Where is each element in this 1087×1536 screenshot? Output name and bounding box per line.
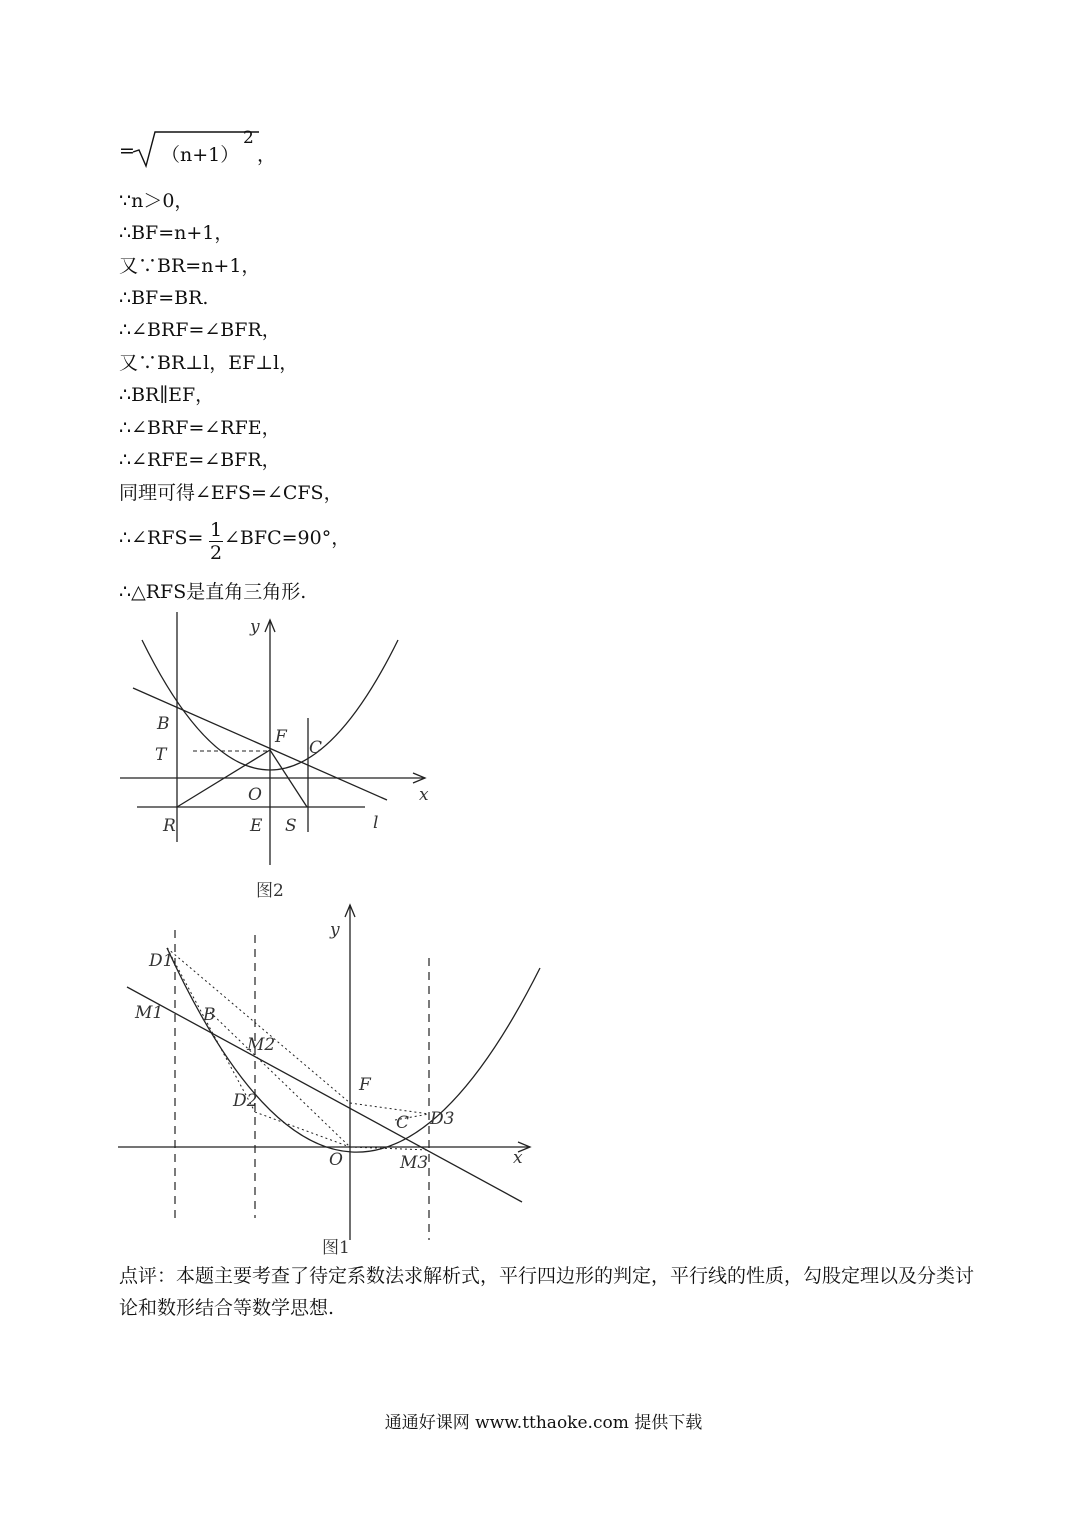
step-line: 同理可得∠EFS=∠CFS，: [119, 482, 343, 504]
conclusion: ∴△RFS是直角三角形.: [119, 581, 307, 603]
figure-1-caption: 图1: [322, 1238, 350, 1258]
label-y: y: [250, 617, 260, 637]
dotted-D2-O: [255, 1112, 350, 1147]
parabola: [167, 948, 540, 1152]
sqrt-suffix: ，: [257, 144, 277, 166]
line-BC: [133, 688, 387, 800]
label-C: C: [309, 738, 323, 758]
footer: 通通好课网 www.tthaoke.com 提供下载: [384, 1413, 703, 1433]
fraction-numerator: 1: [209, 519, 223, 541]
label-F: F: [359, 1075, 371, 1095]
label-D3: D3: [430, 1109, 455, 1129]
label-B: B: [157, 714, 170, 734]
label-F: F: [275, 727, 287, 747]
label-T: T: [155, 745, 167, 765]
dotted-D1-F: [167, 948, 350, 1103]
step-line: ∴BF=BR.: [119, 287, 209, 309]
label-E: E: [250, 816, 263, 836]
label-C: C: [396, 1113, 410, 1133]
step-line: ∴∠BRF=∠BFR，: [119, 319, 281, 341]
fraction-denominator: 2: [209, 542, 223, 564]
exponent: 2: [243, 128, 254, 148]
frac-suffix: ∠BFC=90°，: [224, 527, 351, 549]
comment-paragraph: 点评：本题主要考查了待定系数法求解析式，平行四边形的判定，平行线的性质，勾股定理以及分类讨论和数形结合等数学思想.: [119, 1265, 975, 1319]
label-S: S: [285, 816, 297, 836]
dotted-D1-D2: [167, 948, 258, 1112]
step-line: ∴∠RFE=∠BFR，: [119, 449, 281, 471]
label-M1: M1: [135, 1003, 164, 1023]
step-line: ∴BF=n+1，: [119, 222, 234, 244]
label-R: R: [163, 816, 176, 836]
frac-prefix: ∴∠RFS=: [119, 527, 204, 549]
step-line: ∴BR∥EF，: [119, 384, 215, 406]
step-line: ∴∠BRF=∠RFE，: [119, 417, 281, 439]
label-B: B: [203, 1005, 216, 1025]
label-O: O: [329, 1150, 343, 1170]
figure-2-caption: 图2: [256, 881, 284, 901]
fraction: [209, 520, 223, 563]
label-M3: M3: [400, 1153, 429, 1173]
label-y: y: [330, 920, 340, 940]
step-line: ∵n＞0，: [119, 190, 194, 212]
line-BC: [127, 987, 522, 1202]
label-M2: M2: [247, 1035, 276, 1055]
label-O: O: [248, 785, 262, 805]
dotted-B-O: [210, 1012, 350, 1147]
equals-sign: =: [119, 140, 135, 162]
step-line: 又∵BR⊥l，EF⊥l，: [119, 352, 299, 374]
label-l: l: [373, 813, 379, 833]
dotted-F-D3: [350, 1103, 429, 1114]
figure-1: [115, 900, 545, 1245]
label-x: x: [419, 785, 429, 805]
step-line: 又∵BR=n+1，: [119, 255, 261, 277]
radicand: （n+1）: [161, 144, 240, 166]
label-D2: D2: [233, 1091, 258, 1111]
label-D1: D1: [149, 951, 174, 971]
figure-2: [115, 610, 445, 875]
label-x: x: [513, 1148, 523, 1168]
